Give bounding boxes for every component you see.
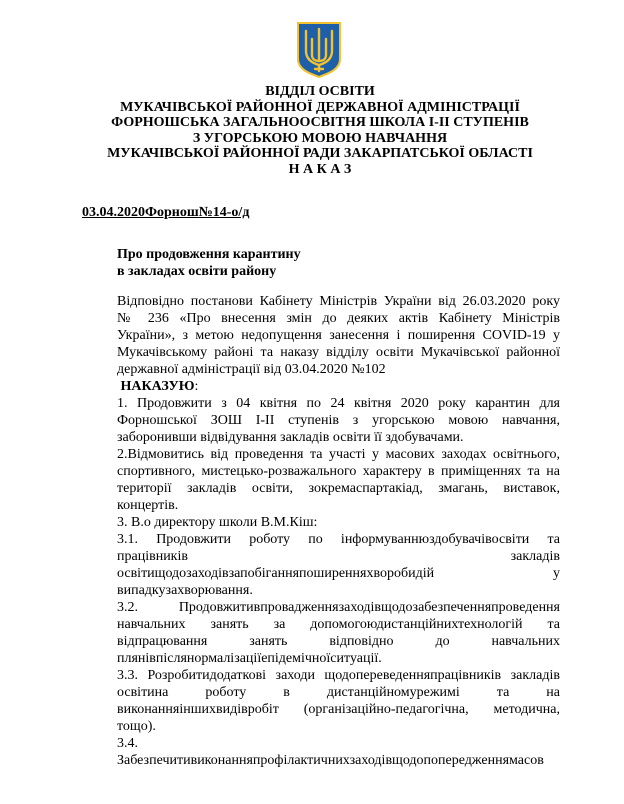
item-3-3-line: виконанняіншихвидівробіт (організаційно-педагогічна, методична, — [117, 702, 560, 717]
item-3-1-line: випадкузахворювання. — [117, 583, 253, 598]
header-line-department: ВІДДІЛ ОСВІТИ — [265, 84, 375, 99]
item-2-line: 2.Відмовитись від проведення та участі у масових заходах освітнього, — [117, 447, 560, 462]
item-3-2-line: плянівпіслянормалізаціїепідемічноїситуації. — [117, 651, 382, 666]
item-2-line: території закладів освіти, зокремаспартакіад, змагань, виставок, — [117, 481, 560, 496]
subject-line-2: в закладах освіти району — [117, 264, 277, 279]
intro-line: Мукачівському районі та наказу відділу освіти Мукачівської районної — [117, 345, 560, 360]
header-line-school: ФОРНОШСЬКА ЗАГАЛЬНООСВІТНЯ ШКОЛА І-ІІ СТУПЕНІВ — [111, 115, 529, 131]
trident-emblem-icon — [296, 21, 342, 78]
item-3-4-line: 3.4. — [117, 736, 138, 751]
item-3-1-line: освітищодозаходівзапобіганняпоширенняхворобидій у — [117, 566, 560, 581]
item-3-2-line: навчальних занять за допомогоюдистанційнихтехнологій та — [117, 617, 560, 632]
nakazuyu-colon: : — [194, 379, 199, 394]
order-subject — [117, 246, 301, 280]
intro-line: України», з метою недопущення занесення і поширення COVID-19 у — [117, 328, 560, 343]
document-body — [117, 293, 560, 769]
header-line-administration: МУКАЧІВСЬКОЇ РАЙОННОЇ ДЕРЖАВНОЇ АДМІНІСТРАЦІЇ — [120, 99, 520, 115]
header-line-language: З УГОРСЬКОЮ МОВОЮ НАВЧАННЯ — [192, 130, 448, 146]
item-1-line: заборонивши відвідування закладів освіти її здобувачами. — [117, 430, 464, 445]
item-1-line: 1. Продовжити з 04 квітня по 24 квітня 2020 року карантин для — [117, 396, 560, 411]
subject-line-1: Про продовження карантину — [117, 247, 301, 262]
intro-line: державної адміністрації від 03.04.2020 №102 — [117, 362, 386, 377]
document-header — [60, 84, 580, 178]
item-3-3-line: тощо). — [117, 719, 156, 734]
intro-line: № 236 «Про внесення змін до деяких актів Кабінету Міністрів — [117, 311, 560, 326]
item-3-4-line: Забезпечитивиконанняпрофілактичнихзаходівщодопопередженнямасов — [117, 753, 544, 768]
item-3-1-line: 3.1. Продовжити роботу по інформуваннюздобувачівосвіти та — [117, 532, 560, 547]
header-line-order-title: Н А К А З — [288, 161, 352, 177]
item-3-2-line: 3.2. Продовжитивпровадженнязаходівщодозабезпеченняпроведення — [117, 600, 560, 615]
item-3-1-line: працівників закладів — [117, 549, 560, 564]
item-3-2-line: відпрацювання занять відповідно до навчальних — [117, 634, 560, 649]
item-3-3-line: освітина роботу в дистанційномурежимі та на — [117, 685, 560, 700]
item-3-3-line: 3.3. Розробитидодаткові заходи щодопереведенняпрацівників закладів — [117, 668, 560, 683]
item-2-line: концертів. — [117, 498, 179, 513]
order-number: №14-о/д — [198, 205, 250, 220]
item-2-line: спортивного, мистецько-розважального характеру в приміщеннях та на — [117, 464, 560, 479]
nakazuyu-heading — [117, 378, 560, 395]
order-date-number — [82, 205, 249, 221]
intro-line: Відповідно постанови Кабінету Міністрів України від 26.03.2020 року — [117, 294, 560, 309]
nakazuyu-word: НАКАЗУЮ — [120, 379, 195, 394]
order-date: 03.04.2020 — [82, 205, 145, 220]
header-line-council: МУКАЧІВСЬКОЇ РАЙОННОЇ РАДИ ЗАКАРПАТСЬКОЇ ОБЛАСТІ — [107, 146, 533, 162]
order-place: Форнош — [145, 205, 199, 220]
item-3-line: 3. В.о директору школи В.М.Кіш: — [117, 515, 318, 530]
item-1-line: Форношської ЗОШ І-ІІ ступенів з угорською мовою навчання, — [117, 413, 560, 428]
